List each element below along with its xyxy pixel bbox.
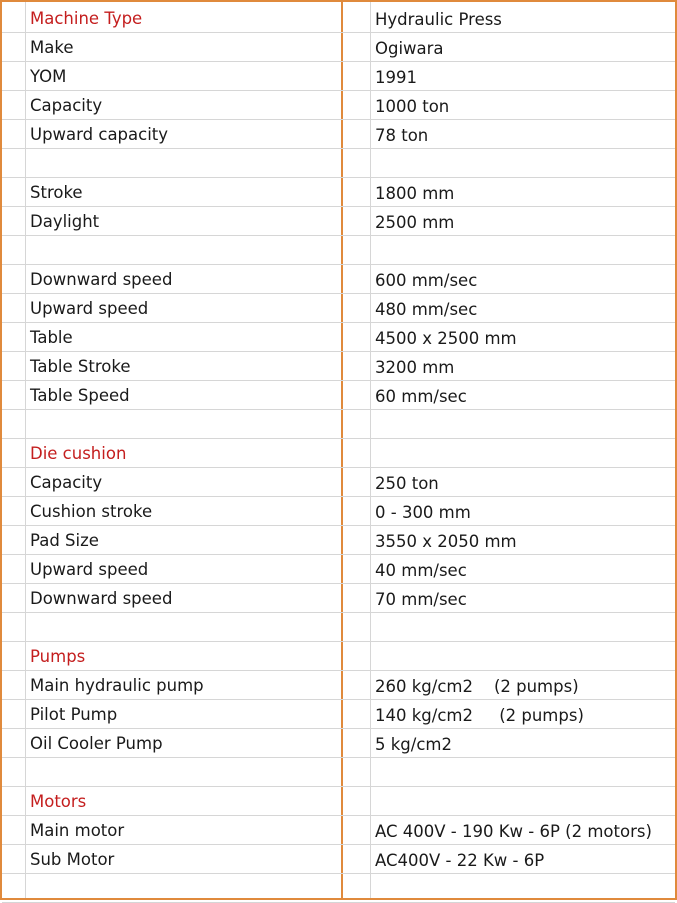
table-row (2, 294, 675, 323)
spec-value: 140 kg/cm2 (2 pumps) (375, 706, 584, 725)
spec-label: Stroke (30, 183, 83, 202)
spec-value: 3200 mm (375, 358, 455, 377)
table-row (2, 787, 675, 816)
table-row (2, 468, 675, 497)
table-row (2, 352, 675, 381)
spec-label: Table Stroke (30, 357, 131, 376)
spec-value: 1991 (375, 68, 417, 87)
table-row (2, 236, 675, 265)
spec-table (2, 4, 675, 903)
table-row (2, 381, 675, 410)
table-row (2, 439, 675, 468)
spec-value: 480 mm/sec (375, 300, 478, 319)
table-row (2, 178, 675, 207)
spec-value: 260 kg/cm2 (2 pumps) (375, 677, 579, 696)
section-heading: Die cushion (30, 444, 127, 463)
spec-value: 40 mm/sec (375, 561, 467, 580)
table-row (2, 91, 675, 120)
spec-value: 3550 x 2050 mm (375, 532, 517, 551)
table-row (2, 845, 675, 874)
section-heading: Pumps (30, 647, 86, 666)
spec-label: Make (30, 38, 74, 57)
spec-label: Upward speed (30, 560, 149, 579)
table-row (2, 410, 675, 439)
table-row (2, 62, 675, 91)
spec-label: Downward speed (30, 589, 173, 608)
spec-label: Daylight (30, 212, 100, 231)
spec-label: Pad Size (30, 531, 99, 550)
table-row (2, 642, 675, 671)
spec-label: Table Speed (30, 386, 130, 405)
table-row (2, 120, 675, 149)
spec-label: Upward speed (30, 299, 149, 318)
section-heading: Motors (30, 792, 87, 811)
spec-label: Table (30, 328, 73, 347)
spec-value: 60 mm/sec (375, 387, 467, 406)
spec-label: Capacity (30, 473, 103, 492)
table-row (2, 671, 675, 700)
spec-value: 250 ton (375, 474, 439, 493)
table-row (2, 33, 675, 62)
table-row (2, 526, 675, 555)
spec-label: Main hydraulic pump (30, 676, 204, 695)
spec-value: 2500 mm (375, 213, 455, 232)
table-row (2, 700, 675, 729)
table-row (2, 149, 675, 178)
table-row (2, 613, 675, 642)
spec-value: 600 mm/sec (375, 271, 478, 290)
spec-value: 70 mm/sec (375, 590, 467, 609)
spec-label: Upward capacity (30, 125, 169, 144)
table-row (2, 758, 675, 787)
spec-value: AC 400V - 190 Kw - 6P (2 motors) (375, 822, 652, 841)
spec-value: AC400V - 22 Kw - 6P (375, 851, 545, 870)
spec-value: 0 - 300 mm (375, 503, 471, 522)
table-row (2, 816, 675, 845)
table-row (2, 874, 675, 903)
spec-value: 78 ton (375, 126, 429, 145)
section-heading: Machine Type (30, 9, 143, 28)
table-row (2, 323, 675, 352)
spec-value: 1800 mm (375, 184, 455, 203)
spec-value: 5 kg/cm2 (375, 735, 452, 754)
spec-label: Downward speed (30, 270, 173, 289)
spec-label: Cushion stroke (30, 502, 153, 521)
table-row (2, 584, 675, 613)
spec-label: YOM (30, 67, 67, 86)
spec-value: 4500 x 2500 mm (375, 329, 517, 348)
spec-value: Ogiwara (375, 39, 444, 58)
spec-label: Oil Cooler Pump (30, 734, 163, 753)
spec-label: Sub Motor (30, 850, 115, 869)
spec-value: Hydraulic Press (375, 10, 502, 29)
spec-label: Main motor (30, 821, 125, 840)
table-row (2, 497, 675, 526)
table-row (2, 265, 675, 294)
spec-label: Capacity (30, 96, 103, 115)
table-row (2, 729, 675, 758)
spec-value: 1000 ton (375, 97, 450, 116)
table-row (2, 555, 675, 584)
table-row (2, 207, 675, 236)
table-row (2, 4, 675, 33)
spec-label: Pilot Pump (30, 705, 118, 724)
